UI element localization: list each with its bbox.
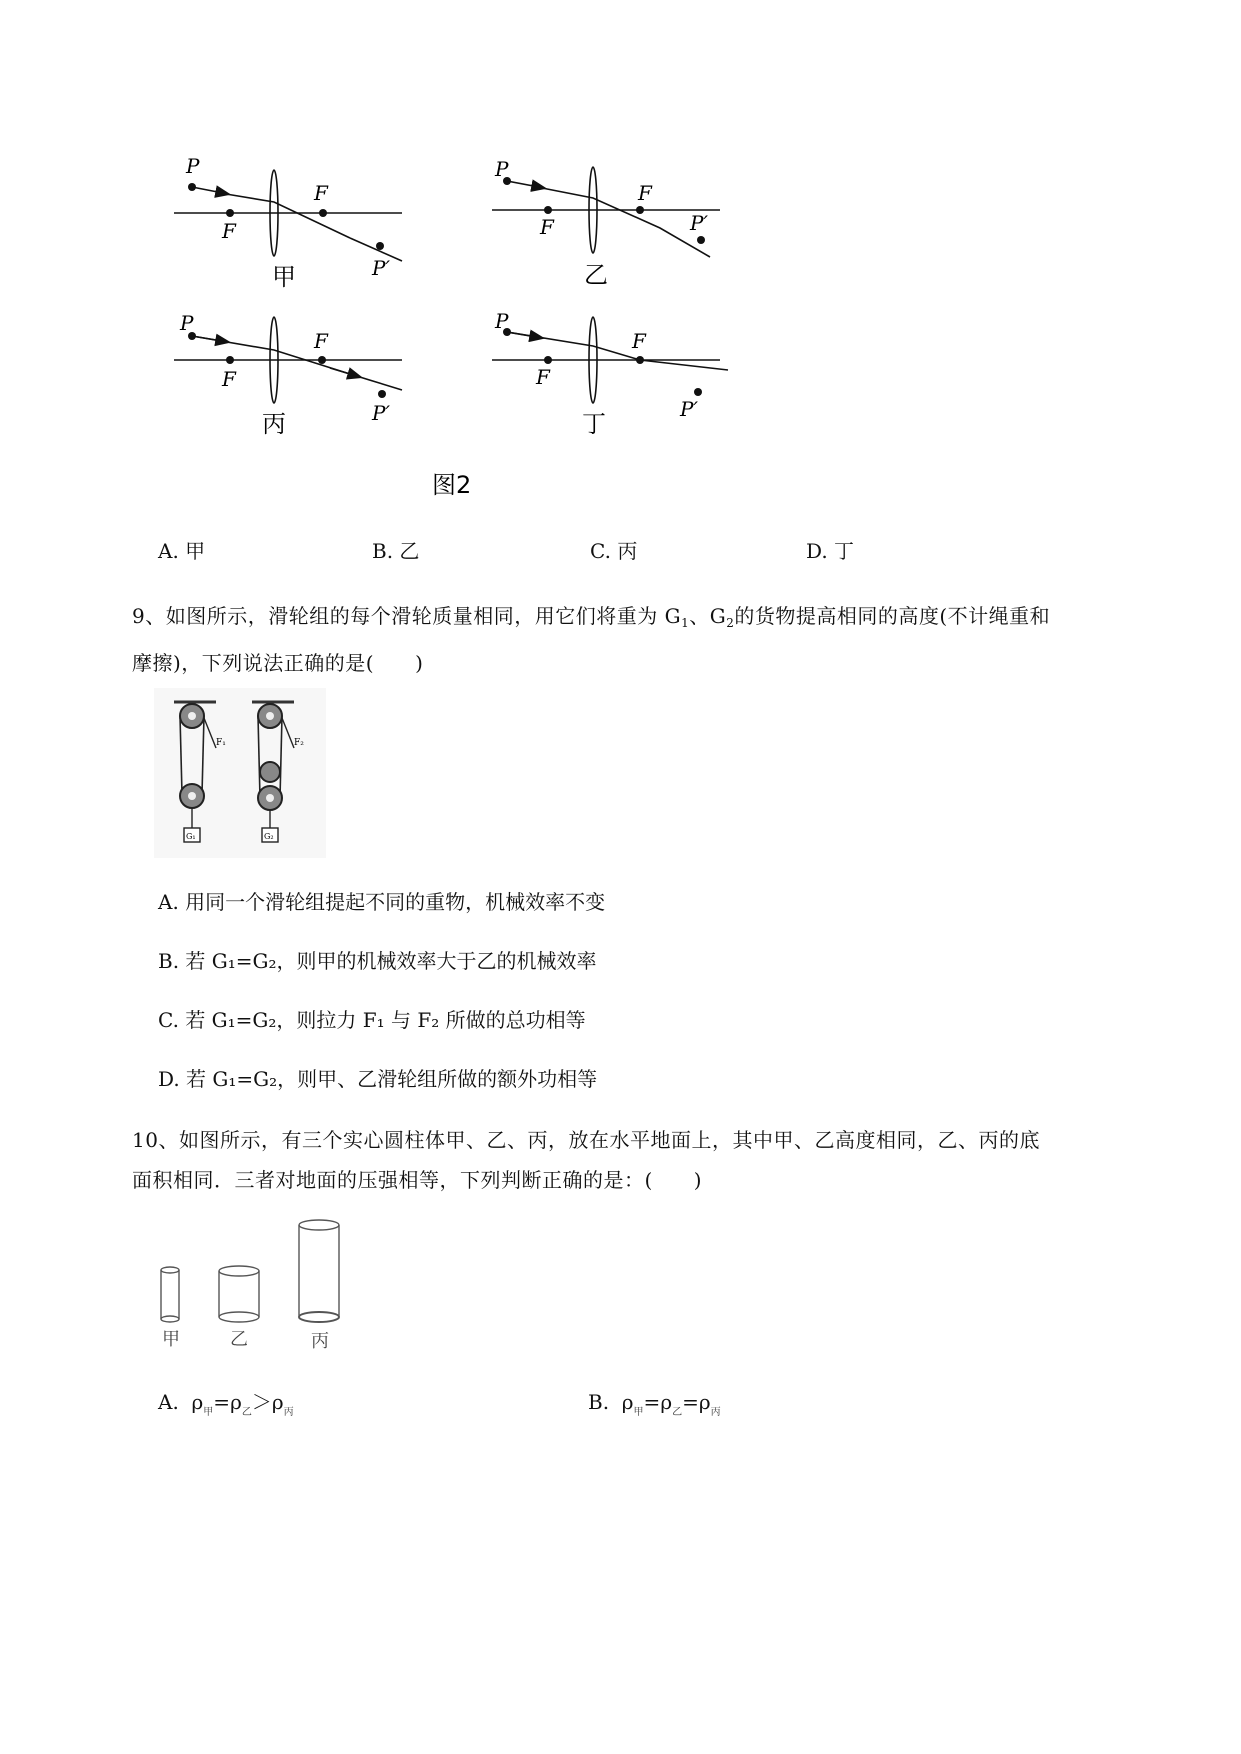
svg-text:丙: 丙 — [262, 410, 286, 438]
svg-text:P′: P′ — [372, 401, 390, 425]
svg-text:丁: 丁 — [582, 410, 606, 438]
svg-text:F: F — [536, 365, 550, 389]
svg-text:F₂: F₂ — [294, 738, 304, 748]
q10-stem: 10、如图所示，有三个实心圆柱体甲、乙、丙，放在水平地面上，其中甲、乙高度相同，乙、丙的底 面积相同．三者对地面的压强相等，下列判断正确的是：( ) — [132, 1128, 1040, 1192]
q8-option-b[interactable]: B. 乙 — [372, 539, 420, 563]
q9-option-d[interactable]: D. 若 G₁=G₂，则甲、乙滑轮组所做的额外功相等 — [158, 1067, 598, 1091]
svg-text:F: F — [638, 181, 652, 205]
q8-option-d[interactable]: D. 丁 — [806, 539, 855, 563]
label-p-prime: P′ — [372, 256, 390, 280]
svg-text:甲: 甲 — [162, 1329, 180, 1350]
q10-option-b[interactable]: B. $\rho_甲=\rho_乙=\rho_丙$ — [588, 1390, 721, 1418]
pulley-system-figure — [154, 688, 326, 858]
label-f-right: F — [314, 181, 328, 205]
panel-label: 甲 — [272, 263, 296, 291]
panel-yi — [492, 157, 720, 289]
svg-text:G₂: G₂ — [264, 832, 274, 841]
q9-stem: 9、如图所示，滑轮组的每个滑轮质量相同，用它们将重为 $G_1$、$G_2$的货物提高相同的高度(不计绳重和 摩擦)，下列说法正确的是( ) — [132, 604, 1051, 675]
q9-option-b[interactable]: B. 若 G₁=G₂，则甲的机械效率大于乙的机械效率 — [158, 949, 597, 973]
svg-text:P: P — [495, 309, 509, 333]
svg-text:G₁: G₁ — [186, 832, 196, 841]
cylinders-figure — [150, 1215, 360, 1355]
svg-text:丙: 丙 — [311, 1331, 329, 1352]
svg-text:P′: P′ — [680, 397, 698, 421]
figure-caption: 图2 — [432, 471, 472, 499]
svg-text:F₁: F₁ — [216, 738, 226, 748]
figure-2-lens-diagrams — [150, 140, 770, 520]
panel-ding — [492, 309, 728, 438]
label-f-left: F — [222, 219, 236, 243]
svg-text:F: F — [222, 367, 236, 391]
svg-text:P′: P′ — [690, 211, 708, 235]
cylinder-bing — [299, 1220, 339, 1352]
svg-text:乙: 乙 — [230, 1329, 248, 1350]
label-p: P — [186, 154, 200, 178]
panel-jia — [174, 154, 402, 291]
q8-option-c[interactable]: C. 丙 — [590, 539, 638, 563]
svg-text:F: F — [540, 215, 554, 239]
cylinder-yi — [219, 1266, 259, 1350]
svg-text:乙: 乙 — [584, 261, 608, 289]
q8-option-a[interactable]: A. 甲 — [158, 539, 206, 563]
q10-option-a[interactable]: A. $\rho_甲=\rho_乙>\rho_丙$ — [158, 1390, 294, 1418]
svg-text:P: P — [495, 157, 509, 181]
q9-option-c[interactable]: C. 若 G₁=G₂，则拉力 F₁ 与 F₂ 所做的总功相等 — [158, 1008, 586, 1032]
cylinder-jia — [161, 1267, 180, 1350]
svg-text:F: F — [632, 329, 646, 353]
svg-text:P: P — [180, 311, 194, 335]
q9-option-a[interactable]: A. 用同一个滑轮组提起不同的重物，机械效率不变 — [158, 890, 606, 914]
svg-text:F: F — [314, 329, 328, 353]
panel-bing — [174, 311, 402, 438]
